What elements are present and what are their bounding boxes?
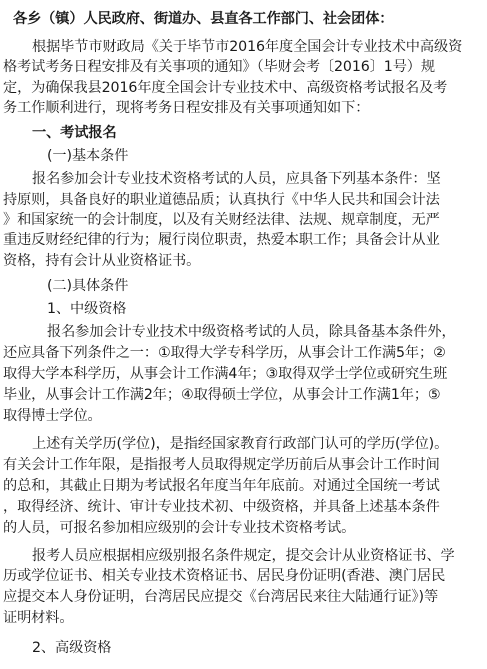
section-heading-registration: 一、考试报名 — [32, 125, 117, 141]
paragraph-2-line-1: 报名参加会计专业技术资格考试的人员，应具备下列基本条件：坚 — [32, 171, 441, 187]
salutation: 各乡（镇）人民政府、街道办、县直各工作部门、社会团体： — [13, 11, 394, 27]
paragraph-2-line-5: 资格，持有会计从业资格证书。 — [3, 253, 201, 269]
paragraph-2-line-2: 持原则，具备良好的职业道德品质；认真执行《中华人民共和国会计法 — [3, 192, 440, 208]
paragraph-1-line-3: 定，为确保我县2016年度全国会计专业技术中、高级资格考试报名及考 — [3, 80, 448, 96]
paragraph-5-line-1: 报考人员应根据相应级别报名条件规定，提交会计从业资格证书、学 — [32, 548, 455, 564]
paragraph-5-line-4: 证明材料。 — [3, 610, 74, 626]
paragraph-3-line-3: 取得大学本科学历，从事会计工作满4年；③取得双学士学位或研究生班 — [3, 366, 448, 382]
subheading-intermediate: 1、中级资格 — [47, 301, 127, 317]
paragraph-4-line-5: 的人员，可报名参加相应级别的会计专业技术资格考试。 — [3, 520, 356, 536]
paragraph-3-line-4: 毕业，从事会计工作满2年；④取得硕士学位，从事会计工作满1年；⑤ — [3, 387, 441, 403]
paragraph-3-line-5: 取得博士学位。 — [3, 408, 102, 424]
paragraph-5-line-2: 历或学位证书、相关专业技术资格证书、居民身份证明(香港、澳门居民 — [3, 568, 446, 584]
paragraph-5-line-3: 应提交本人身份证明，台湾居民应提交《台湾居民来往大陆通行证》)等 — [3, 589, 439, 605]
paragraph-4-line-2: 有关会计工作年限，是指报考人员取得规定学历前后从事会计工作时间 — [3, 457, 440, 473]
paragraph-4-line-3: 的总和，其截止日期为考试报名年度当年年底前。对通过全国统一考试 — [3, 478, 440, 494]
subheading-basic-conditions: (一)基本条件 — [47, 148, 129, 164]
paragraph-1-line-4: 务工作顺利进行，现将考务日程安排及有关事项通知如下： — [3, 100, 370, 116]
paragraph-3-line-2: 还应具备下列条件之一：①取得大学专科学历，从事会计工作满5年；② — [3, 345, 446, 361]
subheading-senior: 2、高级资格 — [32, 640, 112, 656]
paragraph-2-line-4: 重违反财经纪律的行为；履行岗位职责，热爱本职工作；具备会计从业 — [3, 232, 440, 248]
paragraph-4-line-4: ，取得经济、统计、审计专业技术初、中级资格，并具备上述基本条件 — [3, 499, 440, 515]
paragraph-1-line-2: 格考试考务日程安排及有关事项的通知》（毕财会考〔2016〕1号）规 — [3, 59, 435, 75]
subheading-specific-conditions: (二)具体条件 — [47, 278, 129, 294]
paragraph-1-line-1: 根据毕节市财政局《关于毕节市2016年度全国会计专业技术中高级资 — [32, 39, 463, 55]
paragraph-3-line-1: 报名参加会计专业技术中级资格考试的人员，除具备基本条件外， — [47, 324, 456, 340]
paragraph-2-line-3: 》和国家统一的会计制度，以及有关财经法律、法规、规章制度，无严 — [3, 212, 440, 228]
paragraph-4-line-1: 上述有关学历(学位)，是指经国家教育行政部门认可的学历(学位)。 — [32, 436, 449, 452]
